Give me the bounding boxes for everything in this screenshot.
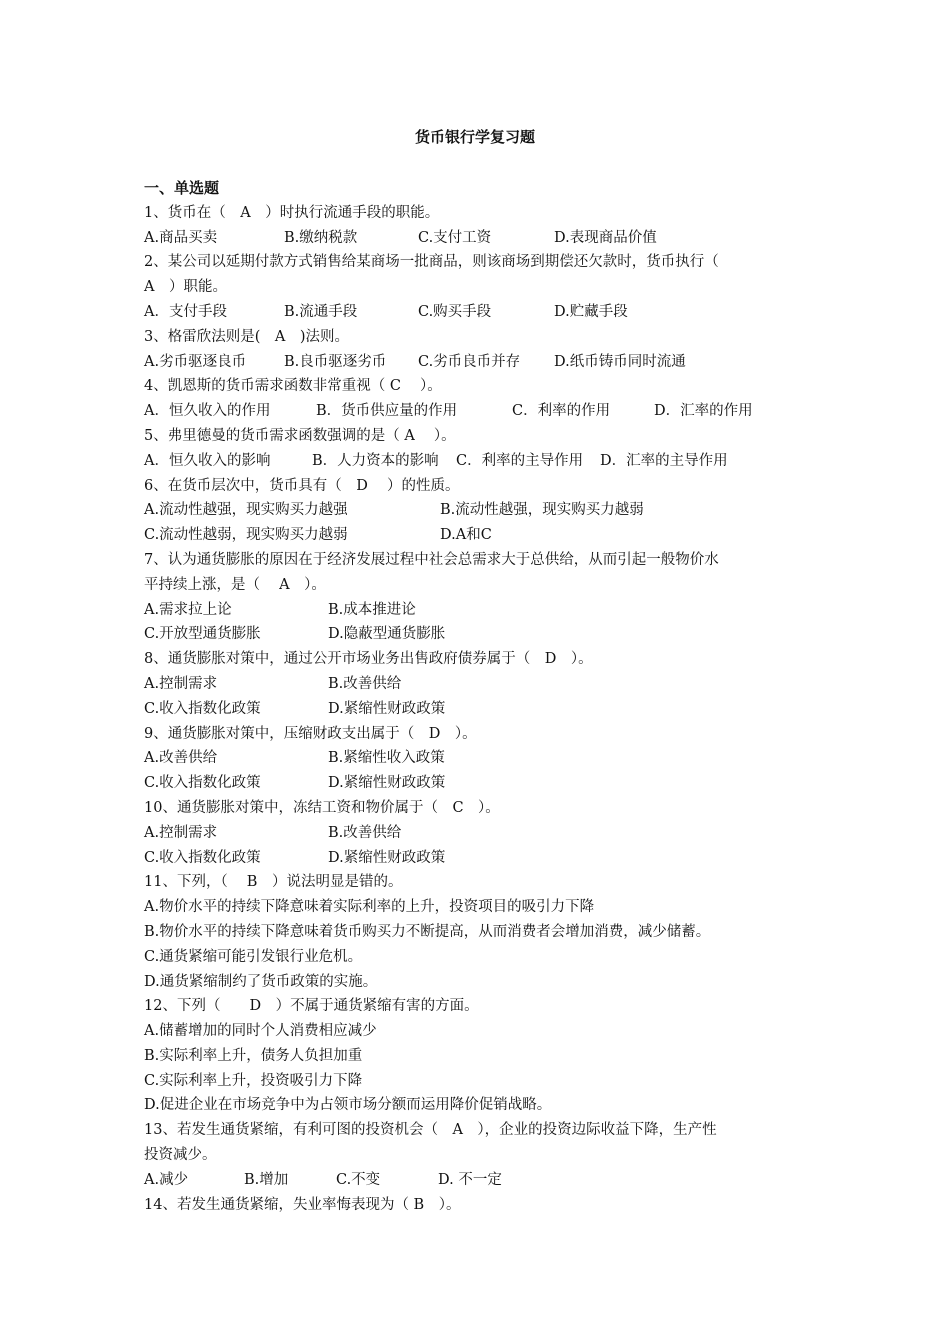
question-text-line: C.通货紧缩可能引发银行业危机。 <box>144 948 363 965</box>
question-13 <box>144 1118 814 1192</box>
option-a: A．恒久收入的作用 <box>144 403 271 420</box>
option-b: B.缴纳税款 <box>284 229 358 246</box>
question-6 <box>144 474 814 548</box>
question-text-line: 7、认为通货膨胀的原因在于经济发展过程中社会总需求大于总供给，从而引起一般物价水 <box>144 551 719 568</box>
option-d: D.纸币铸币同时流通 <box>554 353 686 370</box>
question-12 <box>144 994 814 1118</box>
options-row <box>144 821 814 846</box>
option-a: A.流动性越强，现实购买力越强 <box>144 502 348 519</box>
option-a: A．恒久收入的影响 <box>144 452 271 469</box>
option-a: A.控制需求 <box>144 824 218 841</box>
option-b: D.紧缩性财政政策 <box>328 849 446 866</box>
question-text-line: B.实际利率上升，债务人负担加重 <box>144 1047 363 1064</box>
option-b: B.紧缩性收入政策 <box>328 750 445 767</box>
option-b: B．人力资本的影响 <box>312 452 439 469</box>
question-14 <box>144 1193 814 1218</box>
option-c: C．利率的作用 <box>512 403 611 420</box>
option-d: D.贮藏手段 <box>554 303 628 320</box>
question-8 <box>144 647 814 721</box>
question-7 <box>144 548 814 647</box>
question-1 <box>144 201 814 251</box>
question-11 <box>144 870 814 994</box>
question-4 <box>144 374 814 424</box>
question-list <box>144 176 814 1217</box>
question-text-line: 平持续上涨，是（ A ）。 <box>144 576 326 593</box>
question-text-line: 3、格雷欣法则是( A )法则。 <box>144 328 350 345</box>
option-c: C.不变 <box>336 1171 381 1188</box>
option-a: A.商品买卖 <box>144 229 218 246</box>
options-row <box>144 226 814 251</box>
question-text-line: 12、下列（ D ）不属于通货紧缩有害的方面。 <box>144 998 479 1015</box>
option-a: A．支付手段 <box>144 303 227 320</box>
options-row <box>144 449 814 474</box>
option-b: B.流通手段 <box>284 303 358 320</box>
option-b: B.良币驱逐劣币 <box>284 353 387 370</box>
option-d: D．汇率的主导作用 <box>600 452 728 469</box>
options-row <box>144 350 814 375</box>
option-a: A.改善供给 <box>144 750 218 767</box>
question-text-line: 2、某公司以延期付款方式销售给某商场一批商品，则该商场到期偿还欠款时，货币执行（ <box>144 254 719 271</box>
options-row <box>144 697 814 722</box>
question-text-line: 9、通货膨胀对策中，压缩财政支出属于（ D ）。 <box>144 725 477 742</box>
options-row <box>144 846 814 871</box>
options-row <box>144 672 814 697</box>
question-text-line: 10、通货膨胀对策中，冻结工资和物价属于（ C ）。 <box>144 799 500 816</box>
section-heading: 一、单选题 <box>144 179 220 197</box>
question-text-line: A.储蓄增加的同时个人消费相应减少 <box>144 1023 377 1040</box>
option-b: B.成本推进论 <box>328 601 416 618</box>
page-title: 货币银行学复习题 <box>414 128 535 146</box>
option-c: C.购买手段 <box>418 303 492 320</box>
option-a: A.减少 <box>144 1171 189 1188</box>
question-10 <box>144 796 814 870</box>
options-row <box>144 1168 814 1193</box>
question-text-line: 6、在货币层次中，货币具有（ D ）的性质。 <box>144 477 460 494</box>
options-row <box>144 771 814 796</box>
options-row <box>144 622 814 647</box>
option-a: A.劣币驱逐良币 <box>144 353 247 370</box>
question-5 <box>144 424 814 474</box>
option-c: C.劣币良币并存 <box>418 353 521 370</box>
question-text-line: D.促进企业在市场竞争中为占领市场分额而运用降价促销战略。 <box>144 1097 552 1114</box>
option-a: A.需求拉上论 <box>144 601 232 618</box>
question-text-line: 4、凯恩斯的货币需求函数非常重视（ C ）。 <box>144 378 442 395</box>
question-text-line: A ）职能。 <box>144 279 227 296</box>
question-9 <box>144 722 814 796</box>
option-a: C.开放型通货膨胀 <box>144 626 261 643</box>
question-2 <box>144 250 814 324</box>
option-b: B.增加 <box>244 1171 289 1188</box>
question-text-line: 13、若发生通货紧缩，有利可图的投资机会（ A ），企业的投资边际收益下降，生产性 <box>144 1122 717 1139</box>
question-text-line: 1、货币在（ A ）时执行流通手段的职能。 <box>144 204 440 221</box>
question-text-line: 8、通货膨胀对策中，通过公开市场业务出售政府债券属于（ D ）。 <box>144 651 593 668</box>
question-text-line: 11、下列，（ B ）说法明显是错的。 <box>144 874 403 891</box>
option-b: D.紧缩性财政政策 <box>328 775 446 792</box>
option-a: C.收入指数化政策 <box>144 700 261 717</box>
question-text-line: 5、弗里德曼的货币需求函数强调的是（ A ）。 <box>144 427 456 444</box>
option-b: B．货币供应量的作用 <box>316 403 458 420</box>
option-b: D.紧缩性财政政策 <box>328 700 446 717</box>
option-c: C.支付工资 <box>418 229 492 246</box>
options-row <box>144 598 814 623</box>
option-c: C．利率的主导作用 <box>456 452 584 469</box>
option-a: A.控制需求 <box>144 675 218 692</box>
option-b: B.流动性越强，现实购买力越弱 <box>440 502 644 519</box>
option-b: D.A和C <box>440 527 492 544</box>
question-text-line: 投资减少。 <box>144 1147 217 1164</box>
question-text-line: B.物价水平的持续下降意味着货币购买力不断提高，从而消费者会增加消费，减少储蓄。 <box>144 923 711 940</box>
option-b: D.隐蔽型通货膨胀 <box>328 626 446 643</box>
option-d: D.表现商品价值 <box>554 229 657 246</box>
options-row <box>144 523 814 548</box>
question-3 <box>144 325 814 375</box>
question-text-line: 14、若发生通货紧缩，失业率悔表现为（ B ）。 <box>144 1196 461 1213</box>
option-b: B.改善供给 <box>328 675 402 692</box>
options-row <box>144 399 814 424</box>
question-text-line: C.实际利率上升，投资吸引力下降 <box>144 1072 363 1089</box>
question-text-line: A.物价水平的持续下降意味着实际利率的上升，投资项目的吸引力下降 <box>144 899 595 916</box>
options-row <box>144 498 814 523</box>
option-d: D．汇率的作用 <box>654 403 753 420</box>
options-row <box>144 746 814 771</box>
option-a: C.收入指数化政策 <box>144 849 261 866</box>
question-text-line: D.通货紧缩制约了货币政策的实施。 <box>144 973 378 990</box>
option-a: C.收入指数化政策 <box>144 775 261 792</box>
option-a: C.流动性越弱，现实购买力越弱 <box>144 527 348 544</box>
option-b: B.改善供给 <box>328 824 402 841</box>
option-d: D. 不一定 <box>438 1171 502 1188</box>
options-row <box>144 300 814 325</box>
